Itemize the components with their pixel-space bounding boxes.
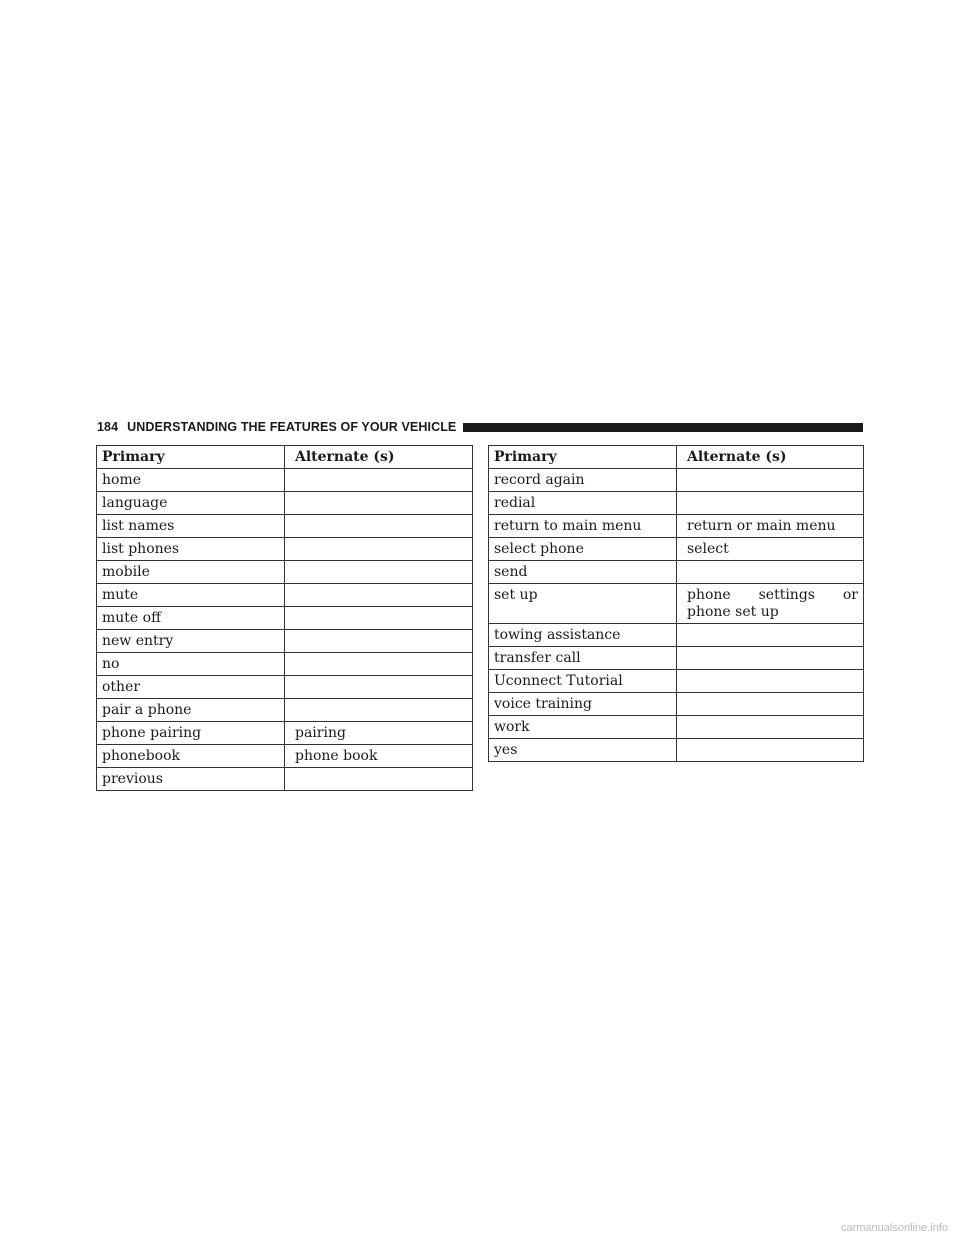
primary-cell: other [97,676,285,699]
table-row [489,739,864,762]
alternate-cell [285,676,473,699]
page-number: 184 [97,420,119,434]
alternate-cell [677,670,864,693]
table-row [97,630,473,653]
alternate-cell [285,607,473,630]
alternate-cell: select [677,538,864,561]
primary-cell: language [97,492,285,515]
table-row [489,492,864,515]
alternate-cell [285,492,473,515]
primary-cell: towing assistance [489,624,677,647]
primary-cell: record again [489,469,677,492]
primary-cell: Uconnect Tutorial [489,670,677,693]
table-row [489,469,864,492]
primary-cell: send [489,561,677,584]
primary-cell: return to main menu [489,515,677,538]
table-row [489,624,864,647]
alternate-cell [677,716,864,739]
table-header-row [489,446,864,469]
primary-cell: mute off [97,607,285,630]
table-row [97,515,473,538]
primary-cell: mobile [97,561,285,584]
alternate-cell: phone book [285,745,473,768]
alternate-cell [285,653,473,676]
table-row [97,768,473,791]
table-row [489,561,864,584]
watermark-link[interactable]: carmanualsonline.info [840,1222,948,1234]
primary-cell: list phones [97,538,285,561]
page-header [97,419,863,435]
table-row [97,745,473,768]
table-header-row [97,446,473,469]
alternate-cell: phone settings or phone set up [677,584,864,624]
alternate-cell [285,515,473,538]
alternate-cell [285,469,473,492]
table-row [97,653,473,676]
alternate-cell [677,624,864,647]
table-row [489,515,864,538]
primary-cell: yes [489,739,677,762]
alternate-cell [677,739,864,762]
primary-cell: transfer call [489,647,677,670]
table-row [97,492,473,515]
alternate-cell [677,647,864,670]
primary-cell: redial [489,492,677,515]
table-row [489,716,864,739]
table-row [97,607,473,630]
table-row [489,538,864,561]
header-rule [463,423,863,432]
primary-cell: set up [489,584,677,624]
alternate-cell [285,630,473,653]
table-row [97,561,473,584]
primary-cell: list names [97,515,285,538]
alternate-cell: pairing [285,722,473,745]
primary-cell: phone pairing [97,722,285,745]
primary-cell: home [97,469,285,492]
primary-cell: voice training [489,693,677,716]
primary-cell: new entry [97,630,285,653]
alternate-cell [677,693,864,716]
table-row [97,584,473,607]
primary-cell: select phone [489,538,677,561]
column-header-alternate: Alternate (s) [677,446,864,469]
table-row [489,584,864,624]
primary-cell: no [97,653,285,676]
voice-commands-table-right [488,445,864,762]
table-row [489,693,864,716]
table-row [97,676,473,699]
alternate-cell: return or main menu [677,515,864,538]
section-title: UNDERSTANDING THE FEATURES OF YOUR VEHICLE [127,420,457,434]
alternate-cell [677,561,864,584]
primary-cell: pair a phone [97,699,285,722]
alternate-cell [285,584,473,607]
primary-cell: phonebook [97,745,285,768]
column-header-alternate: Alternate (s) [285,446,473,469]
alternate-cell [677,469,864,492]
table-row [489,670,864,693]
alternate-cell [677,492,864,515]
alternate-cell [285,561,473,584]
table-row [97,469,473,492]
table-row [489,647,864,670]
alternate-cell [285,538,473,561]
column-header-primary: Primary [489,446,677,469]
alternate-cell [285,699,473,722]
voice-commands-table-left [96,445,473,791]
column-header-primary: Primary [97,446,285,469]
table-row [97,722,473,745]
alternate-cell [285,768,473,791]
primary-cell: previous [97,768,285,791]
table-row [97,699,473,722]
primary-cell: mute [97,584,285,607]
primary-cell: work [489,716,677,739]
table-row [97,538,473,561]
